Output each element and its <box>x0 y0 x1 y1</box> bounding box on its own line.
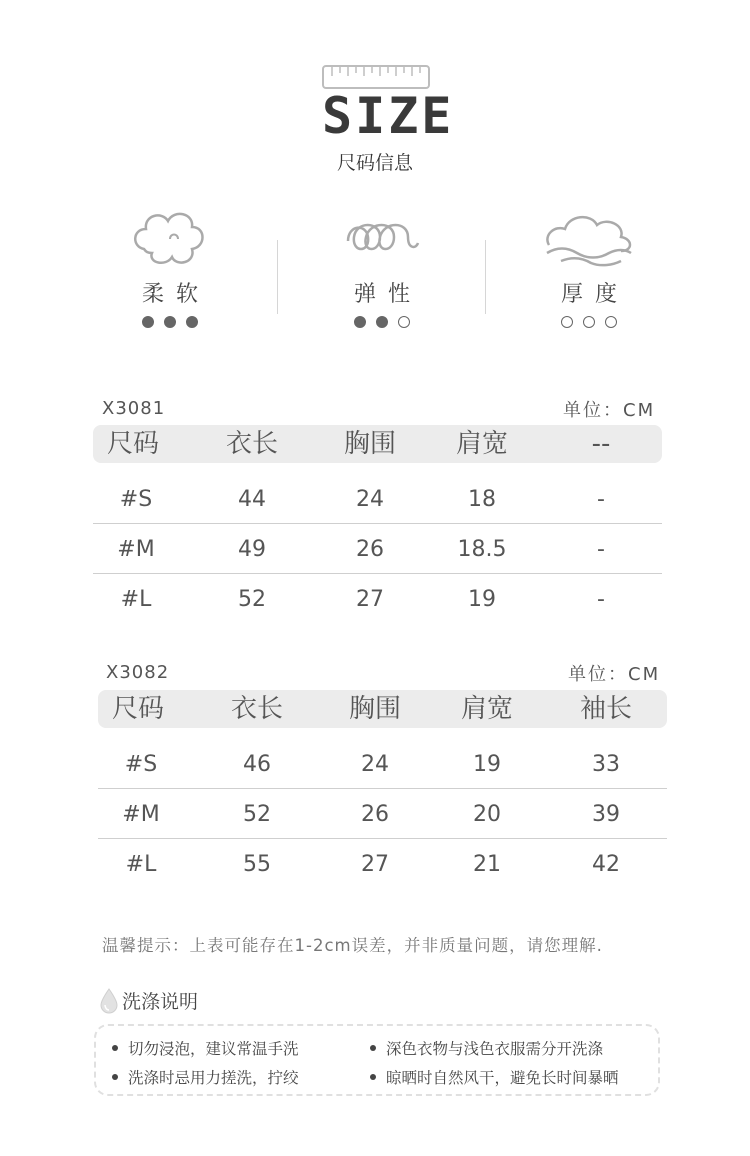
header-cell: 肩宽 <box>455 429 508 459</box>
level-dot-empty <box>583 316 595 328</box>
attribute-label: 柔软 <box>141 282 210 307</box>
table-cell: 42 <box>592 852 620 877</box>
table-header <box>98 690 667 728</box>
table-row <box>98 840 667 890</box>
row-divider <box>98 788 667 789</box>
table-cell: 18.5 <box>457 537 507 562</box>
level-dot-filled <box>376 316 388 328</box>
table-cell: - <box>597 587 605 612</box>
header-cell: 尺码 <box>106 429 159 459</box>
water-drop-icon <box>100 988 118 1014</box>
table-cell: #L <box>120 587 152 612</box>
table-code: X3081 <box>102 398 166 419</box>
wash-item-text: 洗涤时忌用力搓洗，拧绞 <box>128 1069 299 1087</box>
level-dot-empty <box>561 316 573 328</box>
table-cell: 24 <box>361 752 389 777</box>
table-cell: 52 <box>238 587 266 612</box>
table-cell: 55 <box>243 852 271 877</box>
table-row <box>98 790 667 840</box>
table-code: X3082 <box>106 662 170 683</box>
header-cell: -- <box>591 429 611 459</box>
table-row <box>93 525 662 575</box>
cloud-layers-icon <box>541 205 637 271</box>
header-cell: 衣长 <box>225 429 278 459</box>
wash-item <box>370 1037 603 1059</box>
divider <box>485 240 486 314</box>
table-cell: 44 <box>238 487 266 512</box>
attribute-label: 厚度 <box>560 282 629 307</box>
row-divider <box>93 573 662 574</box>
spring-icon <box>342 205 422 271</box>
level-dot-filled <box>142 316 154 328</box>
level-dot-filled <box>354 316 366 328</box>
header-cell: 尺码 <box>111 694 164 724</box>
level-indicator <box>514 316 664 328</box>
table-cell: 21 <box>473 852 501 877</box>
table-cell: 27 <box>361 852 389 877</box>
attribute-label: 弹性 <box>353 282 422 307</box>
row-divider <box>98 838 667 839</box>
table-unit: 单位：CM <box>568 664 661 685</box>
bullet <box>370 1045 376 1051</box>
table-cell: 39 <box>592 802 620 827</box>
size-subtitle: 尺码信息 <box>336 152 413 174</box>
table-cell: 24 <box>356 487 384 512</box>
wash-item <box>112 1037 299 1059</box>
attribute-thickness <box>514 205 664 328</box>
wash-item <box>112 1066 299 1088</box>
wash-item-text: 深色衣物与浅色衣服需分开洗涤 <box>386 1040 604 1058</box>
cloud-soft-icon <box>130 205 210 271</box>
level-dot-filled <box>186 316 198 328</box>
table-cell: #M <box>117 537 155 562</box>
header-cell: 袖长 <box>579 694 632 724</box>
table-cell: 33 <box>592 752 620 777</box>
table-cell: 49 <box>238 537 266 562</box>
table-cell: #S <box>124 752 158 777</box>
wash-item-text: 晾晒时自然风干，避免长时间暴晒 <box>386 1069 619 1087</box>
divider <box>277 240 278 314</box>
header-cell: 胸围 <box>343 429 396 459</box>
table-cell: #L <box>125 852 157 877</box>
table-row <box>93 575 662 625</box>
level-dot-empty <box>398 316 410 328</box>
level-indicator <box>307 316 457 328</box>
table-cell: 18 <box>468 487 496 512</box>
attribute-softness <box>95 205 245 328</box>
table-cell: #M <box>122 802 160 827</box>
bullet <box>112 1045 118 1051</box>
table-cell: 46 <box>243 752 271 777</box>
attribute-elasticity <box>307 205 457 328</box>
table-cell: 26 <box>361 802 389 827</box>
table-cell: 20 <box>473 802 501 827</box>
header-cell: 胸围 <box>348 694 401 724</box>
header-cell: 肩宽 <box>460 694 513 724</box>
table-cell: 26 <box>356 537 384 562</box>
bullet <box>370 1074 376 1080</box>
table-header <box>93 425 662 463</box>
table-cell: 19 <box>473 752 501 777</box>
bullet <box>112 1074 118 1080</box>
wash-header <box>100 987 198 1014</box>
size-heading: SIZE <box>322 87 455 145</box>
level-dot-filled <box>164 316 176 328</box>
wash-title: 洗涤说明 <box>122 991 199 1013</box>
level-indicator <box>95 316 245 328</box>
table-cell: 52 <box>243 802 271 827</box>
table-cell: 27 <box>356 587 384 612</box>
wash-item <box>370 1066 619 1088</box>
table-unit: 单位：CM <box>563 400 656 421</box>
row-divider <box>93 523 662 524</box>
level-dot-empty <box>605 316 617 328</box>
table-row <box>93 475 662 525</box>
table-cell: #S <box>119 487 153 512</box>
tip-note: 温馨提示：上表可能存在1-2cm误差，并非质量问题，请您理解. <box>102 936 603 955</box>
table-cell: - <box>597 487 605 512</box>
table-row <box>98 740 667 790</box>
table-cell: - <box>597 537 605 562</box>
header-cell: 衣长 <box>230 694 283 724</box>
table-cell: 19 <box>468 587 496 612</box>
wash-item-text: 切勿浸泡，建议常温手洗 <box>128 1040 299 1058</box>
